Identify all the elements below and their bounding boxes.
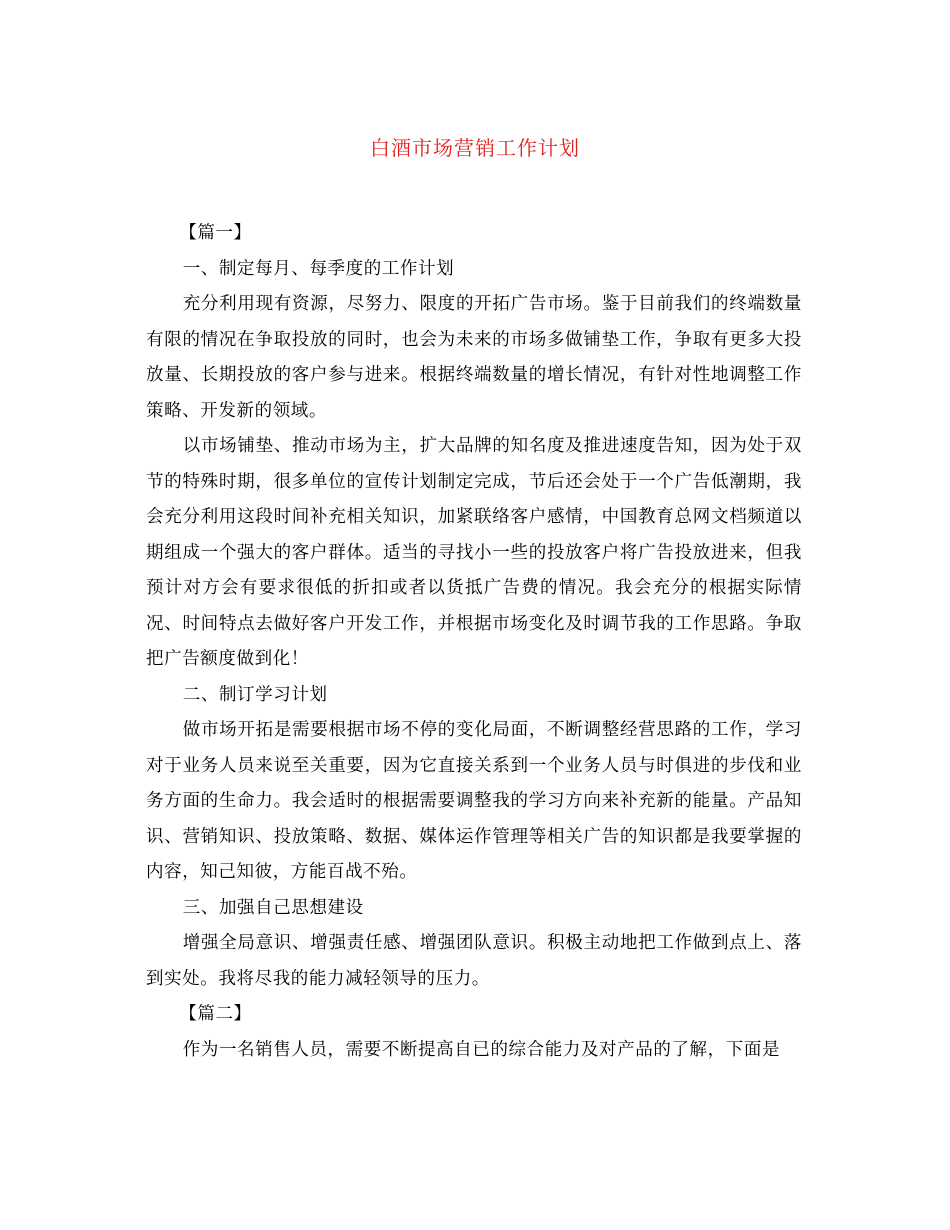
heading-study-plan: 二、制订学习计划 [182, 684, 328, 705]
paragraph-5: 作为一名销售人员，需要不断提高自已的综合能力及对产品的了解，下面是 [182, 1039, 781, 1060]
paragraph-4: 增强全局意识、增强责任感、增强团队意识。积极主动地把工作做到点上、落到实处。我将尽我的能力减轻领导的压力。 [146, 933, 802, 989]
section-marker-1: 【篇一】 [179, 223, 252, 243]
document-title: 白酒市场营销工作计划 [370, 136, 580, 160]
paragraph-3: 做市场开拓是需要根据市场不停的变化局面，不断调整经营思路的工作，学习对于业务人员来说至关重要，因为它直接关系到一个业务人员与时俱进的步伐和业务方面的生命力。我会适时的根据需要调整我的学习方向来补充新的能量。产品知识、营销知识、投放策略、数据、媒体运作管理等相关广告的知识都是我要掌握的内容，知己知彼，方能百战不殆。 [146, 720, 802, 882]
heading-thought-building: 三、加强自己思想建设 [182, 897, 364, 918]
heading-monthly-plan: 一、制定每月、每季度的工作计划 [182, 258, 455, 279]
paragraph-1: 充分利用现有资源，尽努力、限度的开拓广告市场。鉴于目前我们的终端数量有限的情况在争取投放的同时，也会为未来的市场多做铺垫工作，争取有更多大投放量、长期投放的客户参与进来。根据终端数量的增长情况，有针对性地调整工作策略、开发新的领域。 [146, 294, 802, 421]
section-marker-2: 【篇二】 [179, 1004, 252, 1024]
paragraph-2: 以市场铺垫、推动市场为主，扩大品牌的知名度及推进速度告知，因为处于双节的特殊时期，很多单位的宣传计划制定完成，节后还会处于一个广告低潮期，我会充分利用这段时间补充相关知识，加紧联络客户感情，中国教育总网文档频道以期组成一个强大的客户群体。适当的寻找小一些的投放客户将广告投放进来，但我预计对方会有要求很低的折扣或者以货抵广告费的情况。我会充分的根据实际情况、时间特点去做好客户开发工作，并根据市场变化及时调节我的工作思路。争取把广告额度做到化！ [146, 436, 802, 669]
document-body [146, 216, 802, 1068]
